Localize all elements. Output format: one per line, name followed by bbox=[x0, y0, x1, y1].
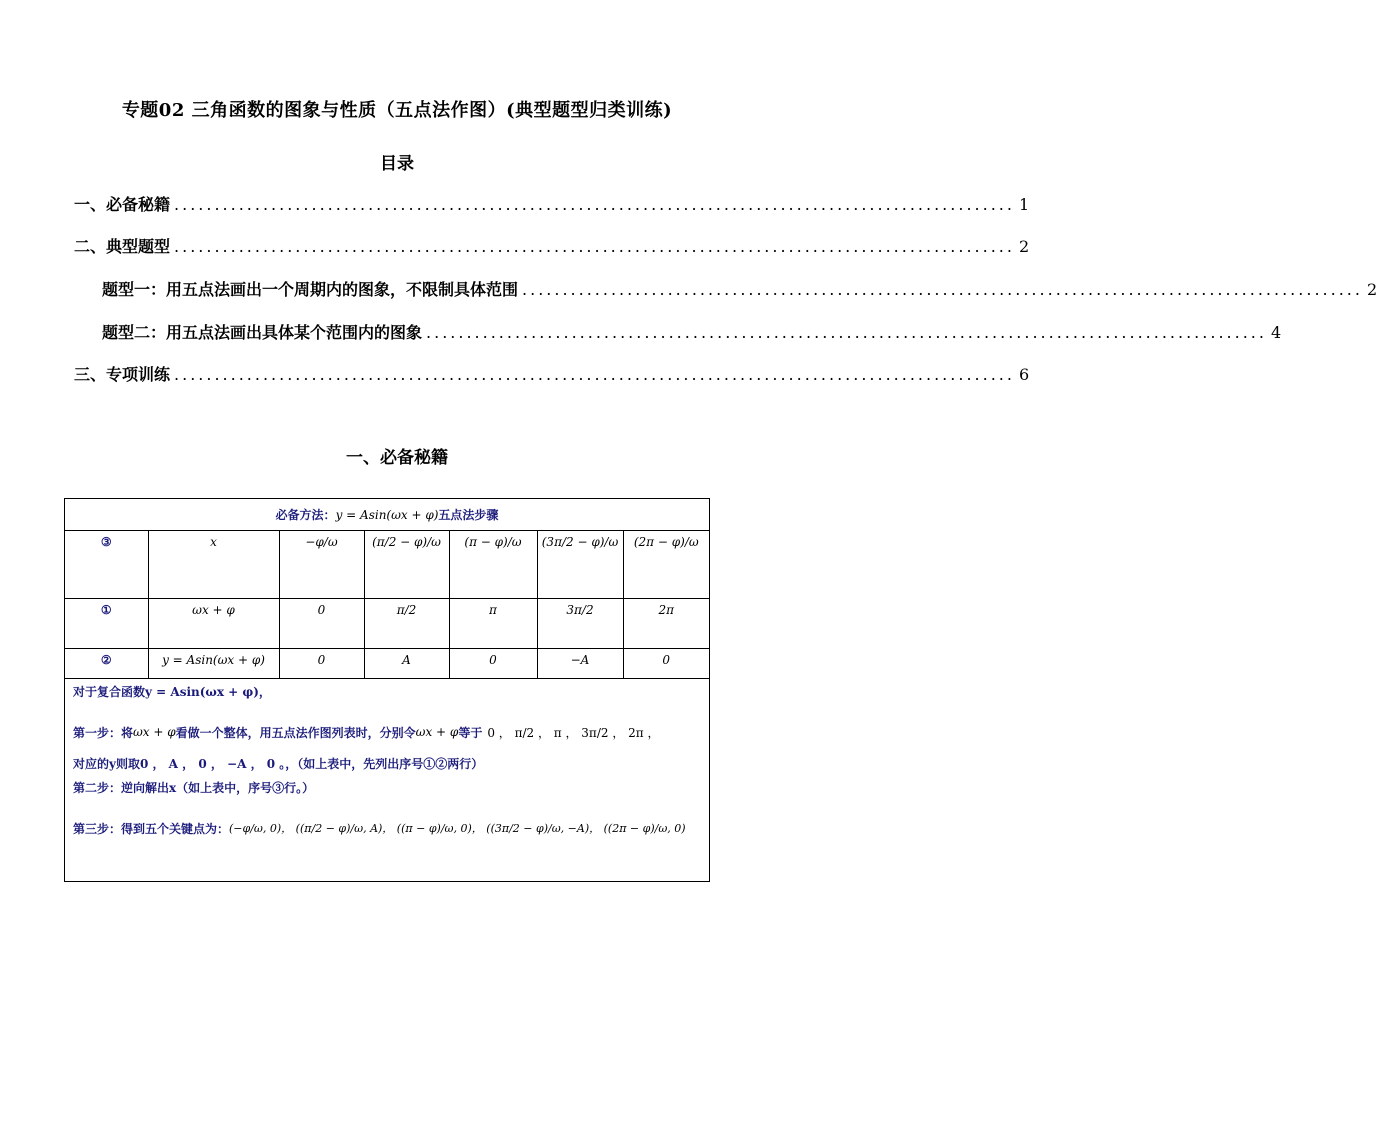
toc-dots: ........................................................................................................ bbox=[426, 323, 1267, 342]
intro-line: 对于复合函数y = Asin(ωx + φ)， bbox=[73, 685, 271, 699]
toc-entry[interactable] bbox=[102, 320, 1282, 343]
x-value: (π/2 − φ)/ω bbox=[372, 535, 441, 549]
y-value: 0 bbox=[279, 649, 364, 679]
x-value-cell bbox=[623, 531, 709, 599]
step1-line2: 对应的y则取0 ， A ， 0 ， −A ， 0 。，（如上表中，先列出序号①②两行） bbox=[73, 757, 484, 771]
header-formula: y = Asin(ωx + φ) bbox=[335, 507, 439, 522]
phase-value: π/2 bbox=[364, 599, 449, 649]
method-box-header bbox=[65, 499, 709, 531]
row-marker: ③ bbox=[65, 531, 148, 599]
step2-line: 第二步：逆向解出x（如上表中，序号③行。） bbox=[73, 781, 315, 795]
step1-values: 0 ， π/2 ， π ， 3π/2 ， 2π ， bbox=[487, 725, 660, 740]
x-value-cell bbox=[364, 531, 449, 599]
toc-entry-label: 二、典型题型 bbox=[74, 237, 171, 256]
y-value: 0 bbox=[623, 649, 709, 679]
toc-heading: 目录 bbox=[380, 154, 414, 174]
method-box bbox=[64, 498, 710, 882]
x-value: (π − φ)/ω bbox=[464, 535, 522, 549]
toc-entry-page: 6 bbox=[1018, 365, 1030, 384]
row-label: ωx + φ bbox=[148, 599, 279, 649]
table-row bbox=[65, 649, 709, 679]
toc-entry-label: 题型一：用五点法画出一个周期内的图象，不限制具体范围 bbox=[102, 280, 519, 299]
header-label: 必备方法： bbox=[275, 508, 336, 522]
toc-entry-page: 2 bbox=[1366, 280, 1377, 299]
phase-value: 3π/2 bbox=[537, 599, 623, 649]
five-point-table bbox=[65, 531, 709, 679]
row-label: y = Asin(ωx + φ) bbox=[148, 649, 279, 679]
key-points: (−φ/ω, 0)， ((π/2 − φ)/ω, A)， ((π − φ)/ω, 0)， ((3π/2 − φ)/ω, −A)， ((2π − φ)/ω, 0) bbox=[229, 822, 686, 835]
toc-entry[interactable] bbox=[102, 277, 1377, 300]
x-value-cell bbox=[279, 531, 364, 599]
x-value: (3π/2 − φ)/ω bbox=[541, 535, 619, 549]
toc-dots: ........................................................................................................ bbox=[174, 195, 1015, 214]
section-heading: 一、必备秘籍 bbox=[346, 448, 448, 468]
toc-dots: ........................................................................................................ bbox=[174, 237, 1015, 256]
doc-title: 专题02 三角函数的图象与性质（五点法作图）(典型题型归类训练) bbox=[121, 100, 673, 121]
step1-b: ωx + φ bbox=[133, 725, 176, 739]
phase-value: 2π bbox=[623, 599, 709, 649]
toc-entry-page: 2 bbox=[1018, 237, 1030, 256]
step1-e: 等于 bbox=[458, 725, 483, 740]
toc-entry-page: 1 bbox=[1018, 195, 1030, 214]
row-marker: ② bbox=[65, 649, 148, 679]
toc-entry-label: 三、专项训练 bbox=[74, 365, 171, 384]
step1-c: 看做一个整体，用五点法作图列表时，分别令 bbox=[175, 725, 416, 740]
x-value: (2π − φ)/ω bbox=[633, 535, 699, 549]
phase-value: 0 bbox=[279, 599, 364, 649]
toc-dots: ........................................................................................................ bbox=[522, 280, 1363, 299]
step1-a: 第一步：将 bbox=[73, 725, 134, 740]
x-value: −φ/ω bbox=[305, 535, 338, 549]
table-row bbox=[65, 599, 709, 649]
method-steps bbox=[65, 679, 709, 853]
y-value: A bbox=[364, 649, 449, 679]
table-row bbox=[65, 531, 709, 599]
step1-line bbox=[73, 709, 701, 755]
y-value: −A bbox=[537, 649, 623, 679]
x-value-cell bbox=[449, 531, 537, 599]
step1-d: ωx + φ bbox=[415, 725, 459, 739]
y-value: 0 bbox=[449, 649, 537, 679]
toc-entry[interactable] bbox=[74, 192, 1030, 215]
row-marker: ① bbox=[65, 599, 148, 649]
toc-dots: ........................................................................................................ bbox=[174, 365, 1015, 384]
toc-entry[interactable] bbox=[74, 362, 1030, 385]
step3-line bbox=[73, 803, 701, 853]
step3-label: 第三步：得到五个关键点为： bbox=[73, 821, 230, 836]
toc-entry-page: 4 bbox=[1270, 323, 1282, 342]
row-label: x bbox=[148, 531, 279, 599]
phase-value: π bbox=[449, 599, 537, 649]
header-suffix: 五点法步骤 bbox=[438, 508, 499, 522]
toc-entry-label: 题型二：用五点法画出具体某个范围内的图象 bbox=[102, 323, 423, 342]
x-value-cell bbox=[537, 531, 623, 599]
toc-entry[interactable] bbox=[74, 234, 1030, 257]
toc-entry-label: 一、必备秘籍 bbox=[74, 195, 171, 214]
